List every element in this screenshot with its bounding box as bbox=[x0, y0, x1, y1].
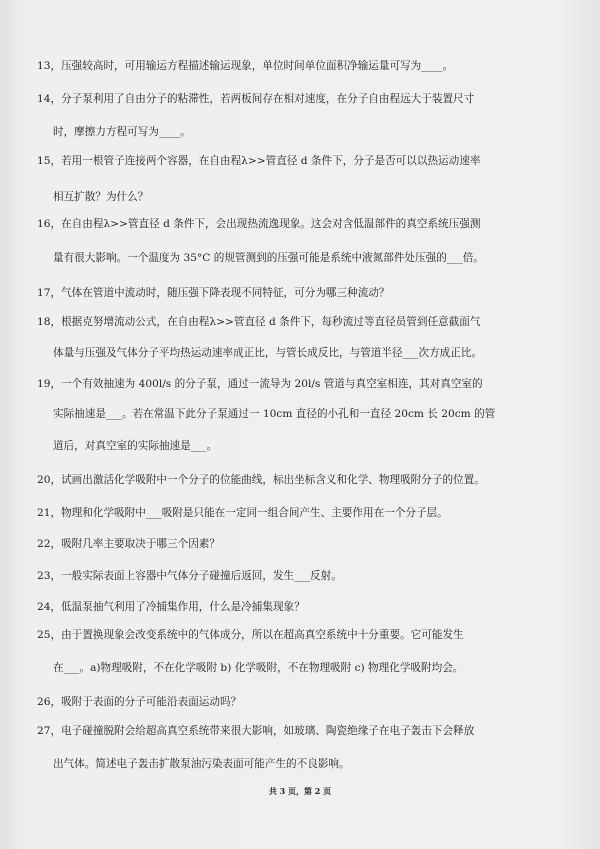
question-continuation: 体量与压强及气体分子平均热运动速率成正比，与管长成反比，与管道半径___次方成正比。 bbox=[53, 347, 483, 359]
question-text: 17，气体在管道中流动时，随压强下降表现不同特征，可分为哪三种流动？ bbox=[37, 287, 390, 299]
question-text: 22，吸附几率主要取决于哪三个因素？ bbox=[37, 538, 220, 550]
question-text: 27，电子碰撞脱附会给超高真空系统带来很大影响，如玻璃、陶瓷绝缘子在电子轰击下会释放 bbox=[37, 725, 475, 737]
question-continuation: 道后，对真空室的实际抽速是___。 bbox=[53, 440, 218, 452]
question-continuation: 时，摩擦力方程可写为____。 bbox=[53, 126, 191, 138]
question-text: 19，一个有效抽速为 400l/s 的分子泵，通过一流导为 20l/s 管道与真空室相连，其对真空室的 bbox=[37, 378, 483, 390]
question-text: 21，物理和化学吸附中___吸附是只能在一定同一组合间产生、主要作用在一个分子层。 bbox=[37, 507, 448, 519]
page-footer: 共 3 页，第 2 页 bbox=[268, 786, 332, 796]
question-continuation: 实际抽速是___。若在常温下此分子泵通过一 10cm 直径的小孔和一直径 20cm 长 20cm 的管 bbox=[53, 408, 496, 420]
question-text: 26，吸附于表面的分子可能沿表面运动吗？ bbox=[37, 696, 242, 708]
question-text: 13，压强较高时，可用输运方程描述输运现象，单位时间单位面积净输运量可写为____。 bbox=[37, 60, 454, 72]
question-continuation: 在___。a)物理吸附，不在化学吸附 b) 化学吸附，不在物理吸附 c) 物理化学吸附均会。 bbox=[53, 662, 464, 674]
question-continuation: 相互扩散？为什么？ bbox=[53, 191, 149, 203]
question-text: 23，一般实际表面上容器中气体分子碰撞后返回，发生___反射。 bbox=[37, 570, 342, 582]
question-text: 18，根据克努增流动公式，在自由程λ>>管直径 d 条件下，每秒流过等直径员管到任意截面气 bbox=[37, 316, 481, 328]
question-text: 16，在自由程λ>>管直径 d 条件下，会出现热流逸现象。这会对含低温部件的真空系统压强测 bbox=[37, 218, 481, 230]
question-text: 25，由于置换现象会改变系统中的气体成分，所以在超高真空系统中十分重要。它可能发生 bbox=[37, 629, 464, 641]
question-continuation: 量有很大影响。一个温度为 35°C 的规管测到的压强可能是系统中液氮部件处压强的___倍。 bbox=[53, 252, 484, 264]
question-text: 24，低温泵抽气利用了冷捕集作用，什么是冷捕集现象？ bbox=[37, 601, 305, 613]
question-text: 15，若用一根管子连接两个容器，在自由程λ>>管直径 d 条件下，分子是否可以以热运动速率 bbox=[37, 155, 481, 167]
question-continuation: 出气体。简述电子轰击扩散泵油污染表面可能产生的不良影响。 bbox=[53, 758, 350, 770]
question-text: 20，试画出激活化学吸附中一个分子的位能曲线，标出坐标含义和化学、物理吸附分子的位置。 bbox=[37, 474, 485, 486]
question-text: 14，分子泵利用了自由分子的粘滞性，若两板间存在相对速度，在分子自由程远大于装置尺寸 bbox=[37, 93, 475, 105]
